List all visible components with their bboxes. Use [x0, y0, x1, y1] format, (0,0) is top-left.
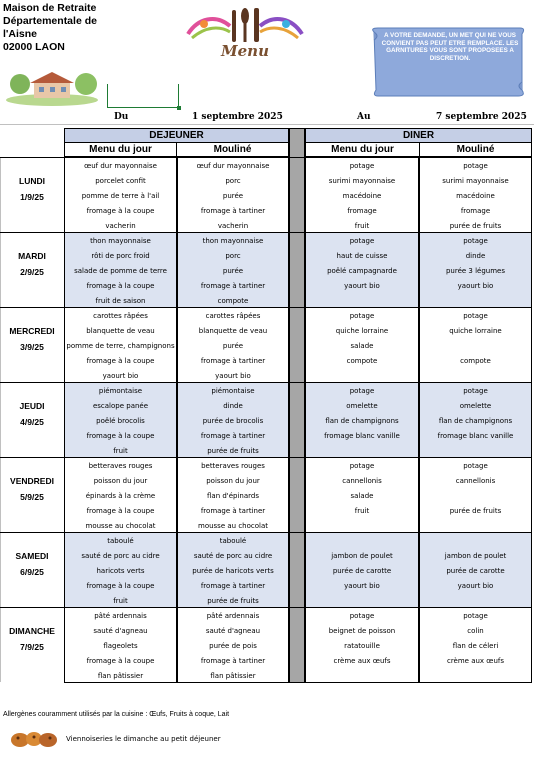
- day-date: 4/9/25: [20, 417, 44, 427]
- menu-item: vacherin: [217, 222, 249, 230]
- menu-item: compote: [217, 297, 249, 305]
- menu-item: potage: [463, 237, 488, 245]
- menu-item: escalope panée: [92, 402, 149, 410]
- menu-item: taboulé: [107, 537, 134, 545]
- menu-item: flan de céleri: [452, 642, 499, 650]
- menu-item: potage: [463, 462, 488, 470]
- menu-item: fruit: [354, 222, 370, 230]
- menu-item: crème aux œufs: [446, 657, 505, 665]
- menu-item: fromage à la coupe: [86, 282, 155, 290]
- lunch-blended-cell: [177, 608, 289, 683]
- menu-item: œuf dur mayonnaise: [196, 162, 270, 170]
- dinner-regular-cell: [305, 608, 419, 683]
- menu-item: [420, 339, 531, 354]
- day-label: [0, 158, 64, 233]
- menu-item: purée de fruits: [449, 507, 502, 515]
- menu-item: yaourt bio: [102, 372, 139, 380]
- menu-item: potage: [463, 387, 488, 395]
- menu-item: poêlé campagnarde: [327, 267, 397, 275]
- menu-item: purée de brocolis: [202, 417, 264, 425]
- menu-item: fromage à tartiner: [200, 357, 266, 365]
- dinner-regular-cell: [305, 233, 419, 308]
- menu-item: quiche lorraine: [449, 327, 502, 335]
- lunch-blended-cell: [177, 158, 289, 233]
- menu-item: purée 3 légumes: [445, 267, 506, 275]
- menu-item: fruit: [354, 507, 370, 515]
- menu-item: betteraves rouges: [201, 462, 265, 470]
- menu-item: piémontaise: [98, 387, 143, 395]
- menu-item: purée: [222, 267, 244, 275]
- dinner-blended-cell: [419, 308, 532, 383]
- menu-item: potage: [349, 237, 375, 245]
- menu-item: dinde: [223, 402, 243, 410]
- day-name: DIMANCHE: [9, 626, 55, 636]
- lunch-regular-cell: [64, 158, 177, 233]
- dinner-regular-cell: [305, 533, 419, 608]
- menu-item: purée: [222, 342, 244, 350]
- lunch-regular-cell: [64, 458, 177, 533]
- menu-item: porc: [225, 252, 241, 260]
- menu-item: colin: [467, 627, 484, 635]
- day-row: [0, 532, 532, 607]
- menu-item: sauté de porc au cidre: [81, 552, 160, 560]
- day-label: [0, 308, 64, 383]
- menu-item: potage: [463, 312, 488, 320]
- menu-item: sauté de porc au cidre: [193, 552, 273, 560]
- viennoiserie-note: Viennoiseries le dimanche au petit déjeuner: [66, 735, 221, 743]
- lunch-blended-cell: [177, 458, 289, 533]
- menu-item: purée de pois: [209, 642, 257, 650]
- dinner-regular-cell: [305, 383, 419, 458]
- menu-item: fromage blanc vanille: [324, 432, 400, 440]
- period-from-date: 1 septembre 2025: [192, 112, 283, 122]
- day-label: [0, 458, 64, 533]
- lunch-regular-cell: [64, 383, 177, 458]
- lunch-regular-cell: [64, 608, 177, 683]
- menu-item: fruit: [113, 597, 128, 605]
- menu-item: poisson du jour: [206, 477, 260, 485]
- menu-item: fromage à tartiner: [200, 582, 266, 590]
- menu-item: compote: [460, 357, 491, 365]
- menu-item: potage: [349, 312, 375, 320]
- day-row: [0, 607, 532, 682]
- menu-item: mousse au chocolat: [85, 522, 156, 530]
- dinner-blended-cell: [419, 158, 532, 233]
- menu-item: fromage à tartiner: [200, 207, 266, 215]
- menu-item: potage: [349, 162, 375, 170]
- menu-item: pâté ardennais: [206, 612, 260, 620]
- dinner-regular-cell: [305, 158, 419, 233]
- menu-item: fromage à la coupe: [86, 207, 155, 215]
- menu-item: purée de carotte: [332, 567, 392, 575]
- period-to-date: 7 septembre 2025: [436, 112, 527, 122]
- menu-item: quiche lorraine: [335, 327, 389, 335]
- menu-item: yaourt bio: [344, 582, 380, 590]
- menu-item: sauté d'agneau: [93, 627, 148, 635]
- menu-item: flan de champignons: [438, 417, 513, 425]
- menu-item: flan pâtissier: [97, 672, 144, 680]
- day-date: 6/9/25: [20, 567, 44, 577]
- menu-item: pomme de terre à l'ail: [81, 192, 160, 200]
- menu-item: fromage: [347, 207, 377, 215]
- menu-item: carottes râpées: [93, 312, 148, 320]
- dinner-blended-header: Mouliné: [419, 142, 532, 157]
- menu-item: blanquette de veau: [86, 327, 155, 335]
- day-row: [0, 232, 532, 307]
- menu-item: macédoine: [456, 192, 495, 200]
- menu-item: fromage à la coupe: [86, 582, 155, 590]
- selected-cell-marker: [107, 84, 179, 108]
- menu-item: fromage à tartiner: [200, 282, 266, 290]
- menu-item: potage: [463, 612, 488, 620]
- lunch-regular-cell: [64, 533, 177, 608]
- dinner-blended-cell: [419, 533, 532, 608]
- lunch-blended-cell: [177, 383, 289, 458]
- day-label: [0, 383, 64, 458]
- day-label: [0, 608, 64, 683]
- dinner-section-header: DINER: [305, 128, 532, 142]
- menu-item: flageolets: [103, 642, 138, 650]
- dinner-blended-cell: [419, 458, 532, 533]
- menu-item: yaourt bio: [457, 282, 494, 290]
- menu-item: œuf dur mayonnaise: [84, 162, 157, 170]
- menu-item: haut de cuisse: [336, 252, 388, 260]
- lunch-regular-cell: [64, 233, 177, 308]
- day-date: 7/9/25: [20, 642, 44, 652]
- menu-item: salade: [350, 342, 374, 350]
- menu-item: flan de champignons: [325, 417, 399, 425]
- day-date: 1/9/25: [20, 192, 44, 202]
- day-name: MERCREDI: [9, 326, 55, 336]
- menu-item: surimi mayonnaise: [442, 177, 509, 185]
- menu-item: salade de pomme de terre: [74, 267, 167, 275]
- menu-item: purée: [222, 192, 244, 200]
- period-to-label: Au: [357, 112, 371, 122]
- dinner-regular-cell: [305, 308, 419, 383]
- menu-item: fromage à la coupe: [86, 432, 155, 440]
- menu-item: fromage blanc vanille: [437, 432, 514, 440]
- menu-item: jambon de poulet: [444, 552, 507, 560]
- day-name: LUNDI: [19, 176, 45, 186]
- organization-name: [3, 2, 133, 54]
- menu-item: omelette: [459, 402, 492, 410]
- lunch-regular-cell: [64, 308, 177, 383]
- day-date: 5/9/25: [20, 492, 44, 502]
- notice-text: A VOTRE DEMANDE, UN MET QUI NE VOUS CONVIENT PAS PEUT ETRE REMPLACE. LES GARNITURES VOUS SONT PROPOSEES A DISCRETION.: [381, 32, 519, 62]
- menu-item: macédoine: [342, 192, 382, 200]
- menu-item: potage: [349, 462, 375, 470]
- day-name: VENDREDI: [10, 476, 54, 486]
- dinner-regular-cell: [305, 458, 419, 533]
- menu-item: fromage à tartiner: [200, 507, 266, 515]
- menu-item: purée de fruits: [207, 447, 259, 455]
- menu-item: cannellonis: [455, 477, 496, 485]
- day-label: [0, 233, 64, 308]
- day-row: [0, 157, 532, 232]
- day-name: MARDI: [18, 251, 46, 261]
- menu-item: porcelet confit: [95, 177, 146, 185]
- house-illustration: [6, 70, 98, 106]
- menu-item: crème aux œufs: [333, 657, 391, 665]
- menu-item: dinde: [465, 252, 486, 260]
- menu-item: vacherin: [105, 222, 136, 230]
- menu-item: pâté ardennais: [94, 612, 147, 620]
- menu-logo-text: Menu: [221, 42, 269, 60]
- menu-item: fromage à tartiner: [200, 657, 266, 665]
- menu-item: fruit: [113, 447, 128, 455]
- menu-item: omelette: [346, 402, 378, 410]
- menu-item: potage: [463, 162, 488, 170]
- lunch-blended-cell: [177, 308, 289, 383]
- dinner-blended-cell: [419, 383, 532, 458]
- day-row: [0, 307, 532, 382]
- dinner-blended-cell: [419, 608, 532, 683]
- menu-item: rôti de porc froid: [91, 252, 150, 260]
- menu-item: salade: [350, 492, 374, 500]
- menu-item: taboulé: [219, 537, 247, 545]
- allergens-note: Allergènes couramment utilisés par la cuisine : Œufs, Fruits à coque, Lait: [3, 711, 230, 718]
- day-name: JEUDI: [19, 401, 45, 411]
- menu-item: piémontaise: [211, 387, 255, 395]
- menu-item: blanquette de veau: [198, 327, 268, 335]
- period-from-label: Du: [114, 112, 129, 122]
- menu-item: thon mayonnaise: [202, 237, 264, 245]
- menu-item: flan pâtissier: [210, 672, 256, 680]
- org-line-2: Départementale de l'Aisne: [3, 15, 97, 40]
- menu-item: purée de fruits: [207, 597, 259, 605]
- menu-item: yaourt bio: [457, 582, 494, 590]
- menu-item: [420, 489, 531, 504]
- menu-item: potage: [349, 612, 375, 620]
- menu-item: fromage: [460, 207, 491, 215]
- menu-item: yaourt bio: [344, 282, 380, 290]
- menu-item: mousse au chocolat: [198, 522, 268, 530]
- menu-item: fruit de saison: [95, 297, 146, 305]
- menu-item: surimi mayonnaise: [328, 177, 396, 185]
- menu-item: fromage à la coupe: [86, 507, 155, 515]
- menu-item: sauté d'agneau: [205, 627, 261, 635]
- menu-item: fromage à la coupe: [86, 657, 155, 665]
- day-label: [0, 533, 64, 608]
- org-line-3: 02000 LAON: [3, 41, 65, 53]
- menu-item: fromage à la coupe: [86, 357, 155, 365]
- day-row: [0, 457, 532, 532]
- dinner-blended-cell: [419, 233, 532, 308]
- day-date: 2/9/25: [20, 267, 44, 277]
- menu-item-spacer: [420, 534, 531, 549]
- menu-item: carottes râpées: [205, 312, 261, 320]
- substitution-notice: [370, 26, 526, 98]
- menu-item: purée de fruits: [449, 222, 502, 230]
- dinner-regular-header: Menu du jour: [305, 142, 420, 157]
- menu-item: flan d'épinards: [207, 492, 259, 500]
- menu-item: poisson du jour: [93, 477, 148, 485]
- header-rule: [0, 124, 534, 125]
- lunch-blended-cell: [177, 533, 289, 608]
- menu-item: poêlé brocolis: [96, 417, 145, 425]
- lunch-section-header: DEJEUNER: [64, 128, 289, 142]
- menu-item: purée de haricots verts: [192, 567, 274, 575]
- lunch-blended-header: Mouliné: [176, 142, 289, 157]
- menu-item-spacer: [306, 534, 418, 549]
- menu-item: yaourt bio: [215, 372, 251, 380]
- menu-item: cannellonis: [342, 477, 382, 485]
- table-bottom-rule: [64, 682, 532, 683]
- org-line-1: Maison de Retraite: [3, 2, 97, 14]
- menu-item: thon mayonnaise: [90, 237, 151, 245]
- menu-item: pomme de terre, champignons: [66, 342, 175, 350]
- menu-item: purée de carotte: [446, 567, 505, 575]
- pastries-icon: [10, 728, 58, 748]
- menu-item: porc: [225, 177, 241, 185]
- menu-item: ratatouille: [344, 642, 380, 650]
- menu-item: betteraves rouges: [88, 462, 153, 470]
- lunch-blended-cell: [177, 233, 289, 308]
- menu-item: potage: [349, 387, 375, 395]
- menu-item: compote: [346, 357, 378, 365]
- day-date: 3/9/25: [20, 342, 44, 352]
- day-name: SAMEDI: [15, 551, 49, 561]
- menu-item: beignet de poisson: [328, 627, 396, 635]
- menu-item: jambon de poulet: [331, 552, 393, 560]
- menu-item: épinards à la crème: [85, 492, 156, 500]
- lunch-regular-header: Menu du jour: [64, 142, 177, 157]
- menu-logo: [180, 4, 310, 64]
- day-row: [0, 382, 532, 457]
- menu-item: haricots verts: [96, 567, 145, 575]
- menu-item: fromage à tartiner: [200, 432, 266, 440]
